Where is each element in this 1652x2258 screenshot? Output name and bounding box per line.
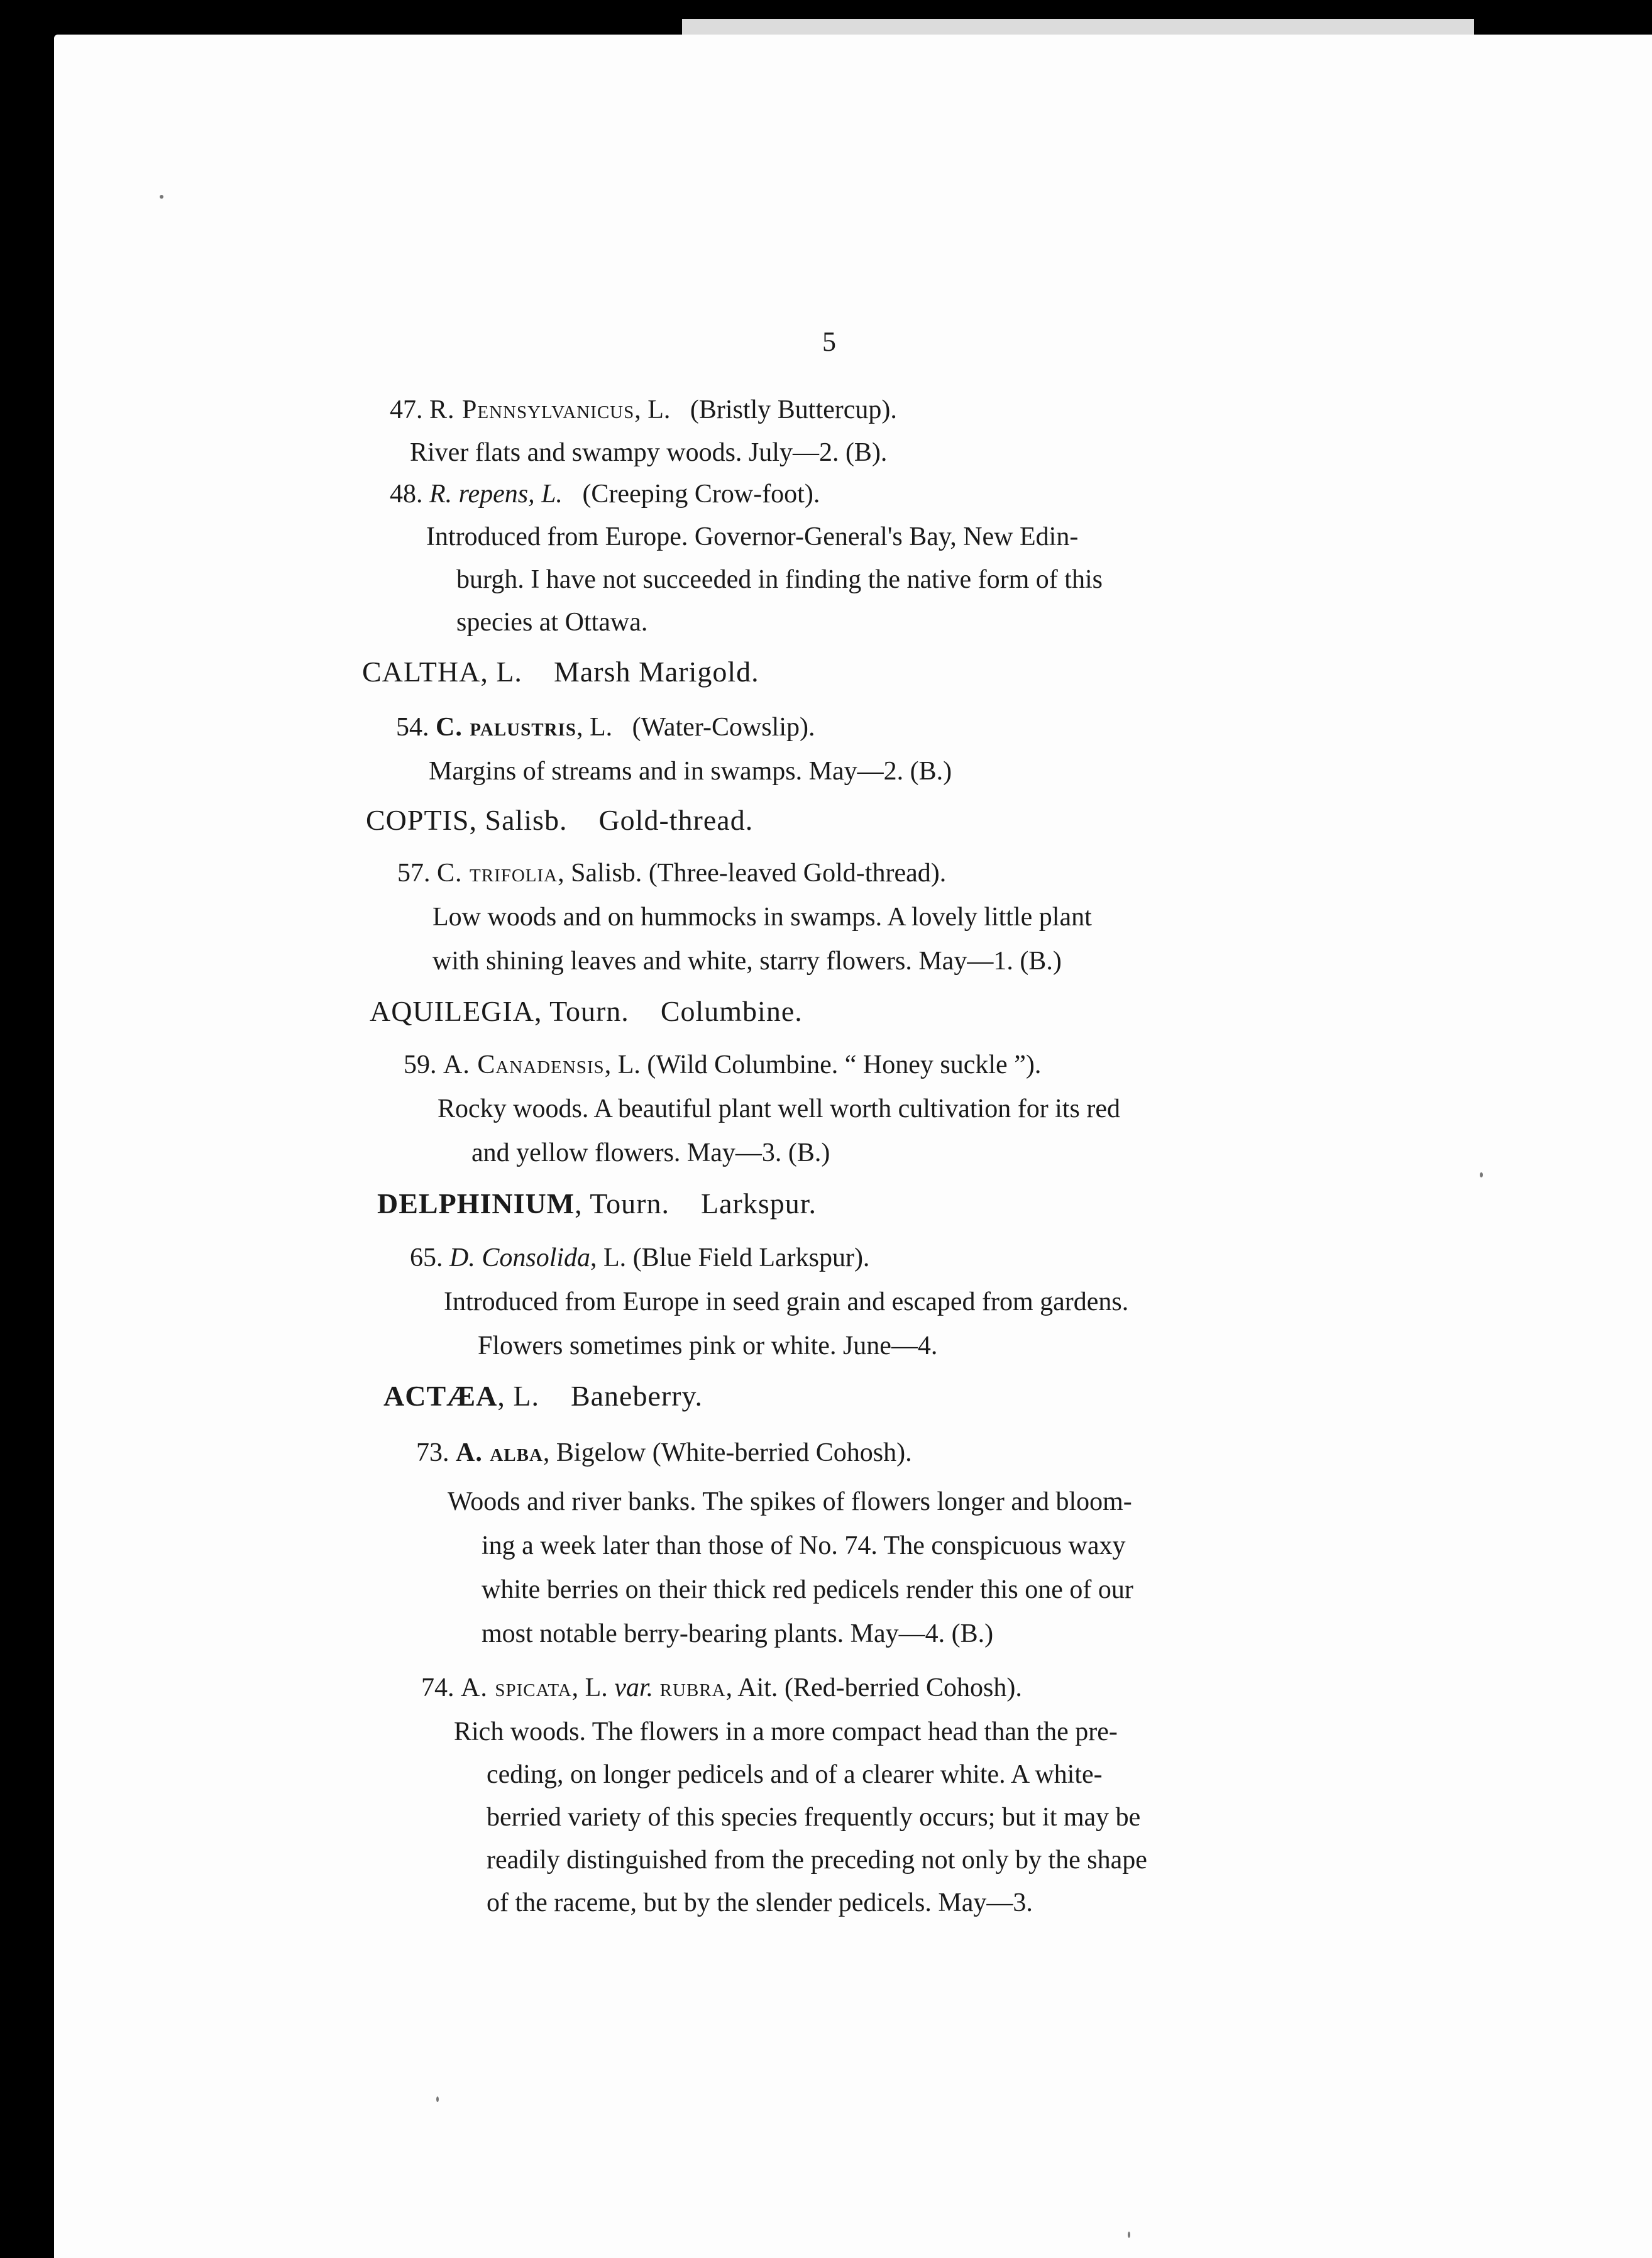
genus-coptis <box>366 799 753 842</box>
authority: , L. <box>528 480 563 509</box>
entry-74-desc-4: readily distinguished from the preceding not only by the shape <box>487 1846 1147 1875</box>
scan-speck <box>160 195 163 199</box>
common-name: (White-berried Cohosh). <box>652 1438 912 1467</box>
common-name: (Three-leaved Gold-thread). <box>648 859 947 888</box>
common-name: Gold-thread. <box>598 804 754 836</box>
entry-57-desc-1: Low woods and on hummocks in swamps. A lovely little plant <box>432 903 1092 932</box>
authority: , Tourn. <box>534 995 629 1027</box>
genus-actaea <box>383 1375 703 1418</box>
species-name: C. trifolia <box>437 859 558 888</box>
species-name: A. spicata <box>461 1673 572 1702</box>
entry-number: 65. <box>410 1243 443 1272</box>
entry-57-desc-2: with shining leaves and white, starry flowers. May—1. (B.) <box>432 947 1062 976</box>
variety-marker: var. <box>614 1673 654 1702</box>
entry-47-heading <box>390 388 897 431</box>
species-name: A. alba <box>456 1438 543 1467</box>
entry-48-heading <box>390 473 820 515</box>
common-name: (Water-Cowslip). <box>632 713 815 742</box>
common-name: Baneberry. <box>570 1380 703 1412</box>
genus-caltha <box>362 651 759 693</box>
genus-name-text: CALTHA <box>362 656 481 688</box>
entry-73-desc-2: ing a week later than those of No. 74. The conspicuous waxy <box>482 1531 1126 1560</box>
common-name: (Wild Columbine. “ Honey suckle ”). <box>647 1050 1042 1079</box>
entry-74-desc-1: Rich woods. The flowers in a more compact head than the pre- <box>454 1717 1118 1746</box>
authority: , Bigelow <box>542 1438 646 1467</box>
species-name: C. palustris <box>436 713 576 742</box>
entry-73-desc-3: white berries on their thick red pedicels render this one of our <box>482 1575 1133 1604</box>
entry-number: 47. <box>390 395 423 424</box>
genus-name-text: COPTIS <box>366 804 470 836</box>
entry-48-desc-3: species at Ottawa. <box>456 608 648 637</box>
authority: , L. <box>590 1243 627 1272</box>
authority: , L. <box>576 713 613 742</box>
authority: , L. <box>604 1050 641 1079</box>
entry-74-desc-5: of the raceme, but by the slender pedicels. May—3. <box>487 1888 1033 1917</box>
entry-47-desc-1: River flats and swampy woods. July—2. (B). <box>410 438 888 467</box>
entry-74-heading <box>421 1666 1022 1709</box>
authority: , Salisb. <box>469 804 568 836</box>
species-name: R. Pennsylvanicus <box>429 395 635 424</box>
entry-74-desc-3: berried variety of this species frequently occurs; but it may be <box>487 1803 1141 1832</box>
genus-aquilegia <box>370 990 803 1033</box>
species-name: A. Canadensis <box>443 1050 605 1079</box>
common-name: Marsh Marigold. <box>553 656 759 688</box>
entry-73-heading <box>416 1431 912 1474</box>
genus-name-text: AQUILEGIA <box>370 995 534 1027</box>
species-name: R. repens <box>429 480 529 509</box>
entry-65-desc-1: Introduced from Europe in seed grain and escaped from gardens. <box>444 1287 1129 1316</box>
common-name: (Blue Field Larkspur). <box>632 1243 870 1272</box>
authority: , L. <box>634 395 671 424</box>
entry-65-heading <box>410 1236 869 1279</box>
entry-65-desc-2: Flowers sometimes pink or white. June—4. <box>478 1331 938 1360</box>
entry-59-desc-1: Rocky woods. A beautiful plant well worth cultivation for its red <box>438 1094 1120 1123</box>
document-page <box>54 35 1652 2258</box>
authority: , Tourn. <box>575 1187 669 1220</box>
genus-name-text: ACTÆA <box>383 1380 498 1412</box>
entry-73-desc-4: most notable berry-bearing plants. May—4. (B.) <box>482 1619 994 1648</box>
entry-54-heading <box>396 706 815 749</box>
variety-name: rubra <box>659 1673 726 1702</box>
genus-name-text: DELPHINIUM <box>377 1187 575 1220</box>
common-name: (Creeping Crow-foot). <box>582 480 820 509</box>
authority: , L. <box>480 656 522 688</box>
entry-74-desc-2: ceding, on longer pedicels and of a clearer white. A white- <box>487 1760 1103 1789</box>
entry-number: 59. <box>404 1050 437 1079</box>
entry-54-desc-1: Margins of streams and in swamps. May—2. (B.) <box>429 757 952 786</box>
entry-number: 54. <box>396 713 429 742</box>
entry-number: 48. <box>390 480 423 509</box>
authority: , Salisb. <box>558 859 642 888</box>
variety-authority: , Ait. <box>725 1673 778 1702</box>
entry-73-desc-1: Woods and river banks. The spikes of flowers longer and bloom- <box>448 1487 1132 1516</box>
common-name: (Bristly Buttercup). <box>690 395 897 424</box>
genus-delphinium <box>377 1182 817 1225</box>
common-name: Columbine. <box>660 995 803 1027</box>
entry-57-heading <box>397 852 946 895</box>
common-name: (Red-berried Cohosh). <box>784 1673 1022 1702</box>
authority: , L. <box>571 1673 608 1702</box>
entry-number: 57. <box>397 859 431 888</box>
page-number: 5 <box>822 326 836 357</box>
authority: , L. <box>497 1380 539 1412</box>
entry-59-desc-2: and yellow flowers. May—3. (B.) <box>471 1138 830 1167</box>
common-name: Larkspur. <box>701 1187 817 1220</box>
scan-speck <box>1480 1172 1483 1177</box>
scan-speck <box>1128 2232 1130 2238</box>
entry-48-desc-2: burgh. I have not succeeded in finding the native form of this <box>456 565 1103 594</box>
scan-speck <box>436 2096 439 2102</box>
species-name: D. Consolida <box>449 1243 591 1272</box>
entry-48-desc-1: Introduced from Europe. Governor-General's Bay, New Edin- <box>426 522 1079 551</box>
entry-59-heading <box>404 1044 1041 1086</box>
entry-number: 74. <box>421 1673 454 1702</box>
entry-number: 73. <box>416 1438 449 1467</box>
